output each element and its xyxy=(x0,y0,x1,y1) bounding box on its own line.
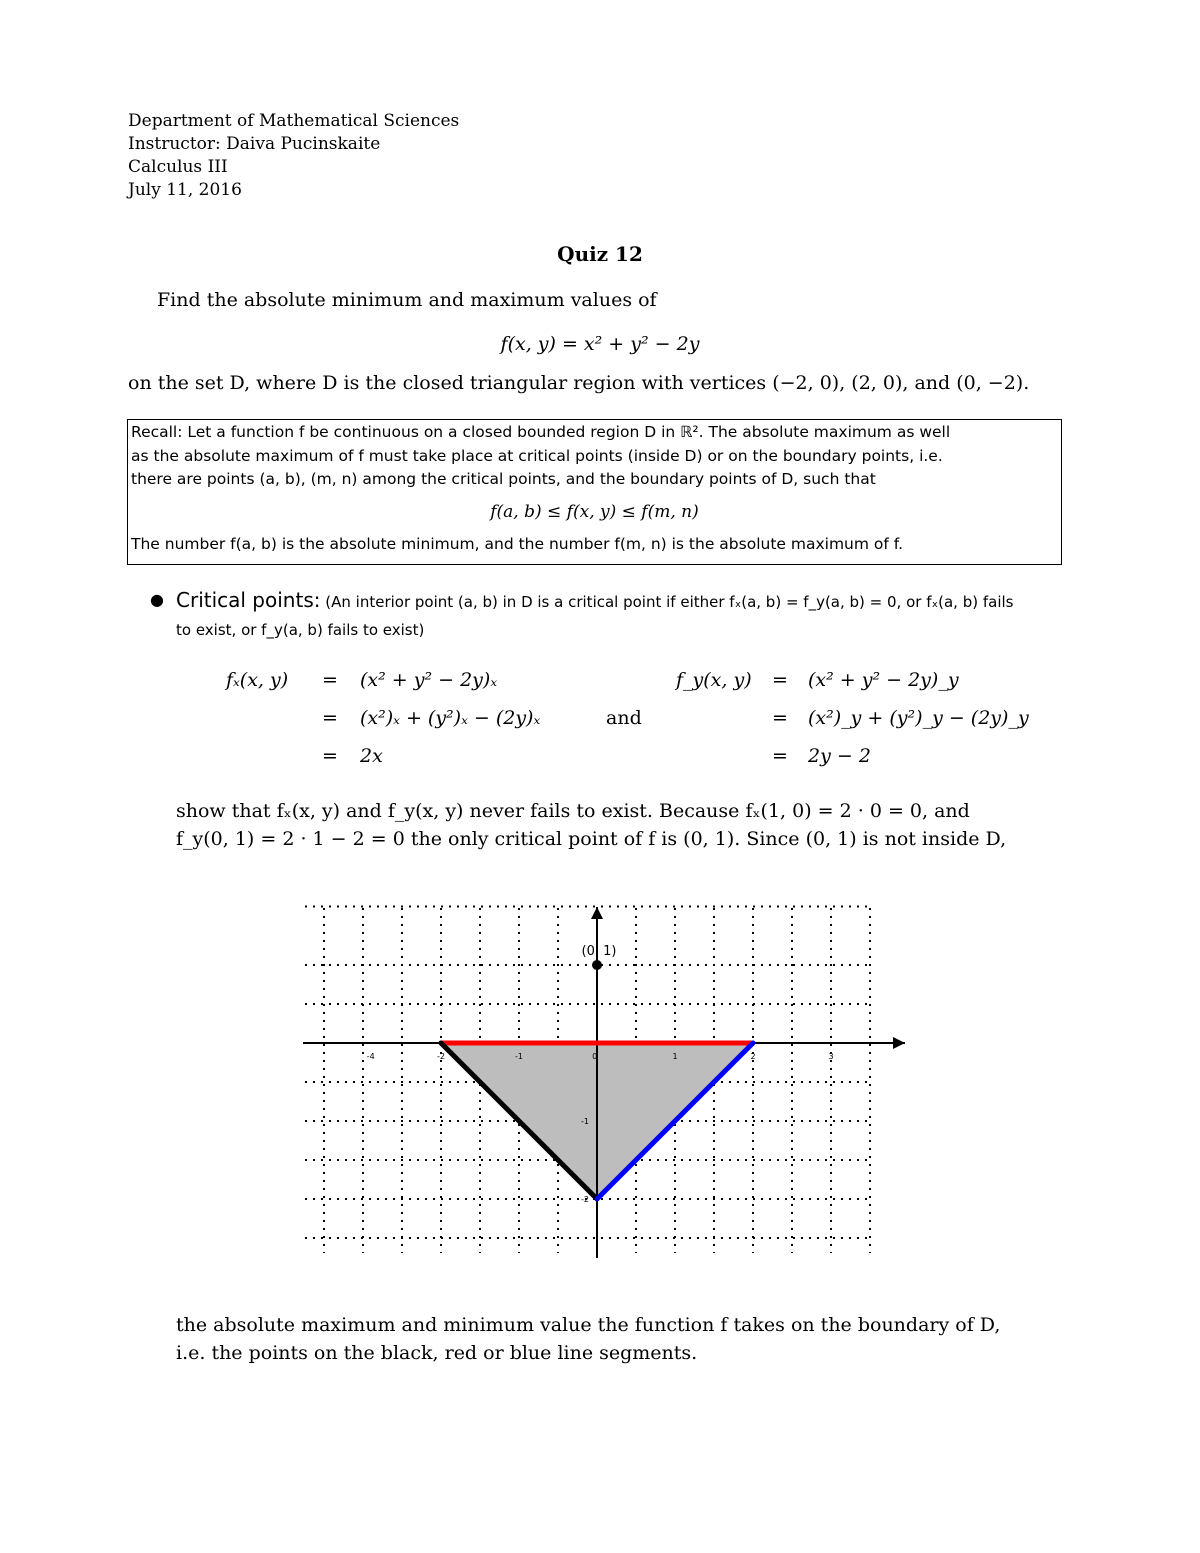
critical-note-1: (An interior point (a, b) in D is a critical point if either fₓ(a, b) = f_y(a, b) = 0, or fₓ(a, b) fails xyxy=(325,593,1014,611)
fy-lhs: f_y(x, y) xyxy=(676,669,752,691)
x-tick-label: -2 xyxy=(437,1052,445,1061)
recall-line-1: Recall: Let a function f be continuous on a closed bounded region D in ℝ². The absolute maximum as well xyxy=(131,423,951,441)
fy-eq-2: = xyxy=(772,707,788,729)
recall-inequality: f(a, b) ≤ f(x, y) ≤ f(m, n) xyxy=(490,501,699,522)
fy-eq-1: = xyxy=(772,669,788,691)
fy-step-3: 2y − 2 xyxy=(808,745,871,767)
fx-lhs: fₓ(x, y) xyxy=(226,669,289,691)
date: July 11, 2016 xyxy=(128,180,242,200)
set-description: on the set D, where D is the closed triangular region with vertices (−2, 0), (2, 0), and (0, −2). xyxy=(128,372,1030,394)
fx-step-2: (x²)ₓ + (y²)ₓ − (2y)ₓ xyxy=(360,707,541,729)
page-title: Quiz 12 xyxy=(557,242,643,266)
y-tick-label: -1 xyxy=(581,1117,589,1126)
paragraph-2-line-2: i.e. the points on the black, red or blue line segments. xyxy=(176,1342,698,1364)
critical-point-marker xyxy=(592,960,602,970)
x-tick-label: 2 xyxy=(750,1052,756,1061)
recall-line-3: there are points (a, b), (m, n) among the critical points, and the boundary points of D, such that xyxy=(131,470,876,488)
critical-note-2: to exist, or f_y(a, b) fails to exist) xyxy=(176,621,425,639)
problem-prompt: Find the absolute minimum and maximum values of xyxy=(157,289,657,311)
instructor: Instructor: Daiva Pucinskaite xyxy=(128,134,381,154)
department: Department of Mathematical Sciences xyxy=(128,111,460,131)
and-word: and xyxy=(606,707,642,729)
recall-line-2: as the absolute maximum of f must take place at critical points (inside D) or on the boundary points, i.e. xyxy=(131,446,943,465)
x-tick-label: -4 xyxy=(366,1052,375,1061)
fx-eq-2: = xyxy=(322,707,338,729)
fy-step-2: (x²)_y + (y²)_y − (2y)_y xyxy=(808,707,1029,729)
fy-eq-3: = xyxy=(772,745,788,767)
paragraph-2-line-1: the absolute maximum and minimum value the function f takes on the boundary of D, xyxy=(176,1314,1001,1336)
paragraph-2 xyxy=(176,1311,1076,1367)
y-tick-label: -2 xyxy=(581,1195,589,1204)
paragraph-1-line-2: f_y(0, 1) = 2 · 1 − 2 = 0 the only critical point of f is (0, 1). Since (0, 1) is not inside D, xyxy=(176,828,1007,850)
critical-point-label: (0, 1) xyxy=(581,944,617,959)
fx-eq-3: = xyxy=(322,745,338,767)
paragraph-1-line-1: show that fₓ(x, y) and f_y(x, y) never fails to exist. Because fₓ(1, 0) = 2 · 0 = 0, and xyxy=(176,800,970,822)
recall-line-4: The number f(a, b) is the absolute minimum, and the number f(m, n) is the absolute maximum of f. xyxy=(131,535,904,553)
x-tick-label: 1 xyxy=(672,1052,678,1061)
fx-eq-1: = xyxy=(322,669,338,691)
fx-step-3: 2x xyxy=(360,745,383,767)
x-tick-label: 0 xyxy=(592,1052,598,1061)
critical-heading: Critical points: xyxy=(176,588,321,612)
x-tick-label: 3 xyxy=(828,1052,834,1061)
fx-step-1: (x² + y² − 2y)ₓ xyxy=(360,669,498,691)
course: Calculus III xyxy=(128,157,228,177)
fy-step-1: (x² + y² − 2y)_y xyxy=(808,669,959,691)
function-definition: f(x, y) = x² + y² − 2y xyxy=(500,333,700,355)
bullet-icon: ● xyxy=(150,590,164,609)
x-tick-label: -1 xyxy=(515,1052,523,1061)
